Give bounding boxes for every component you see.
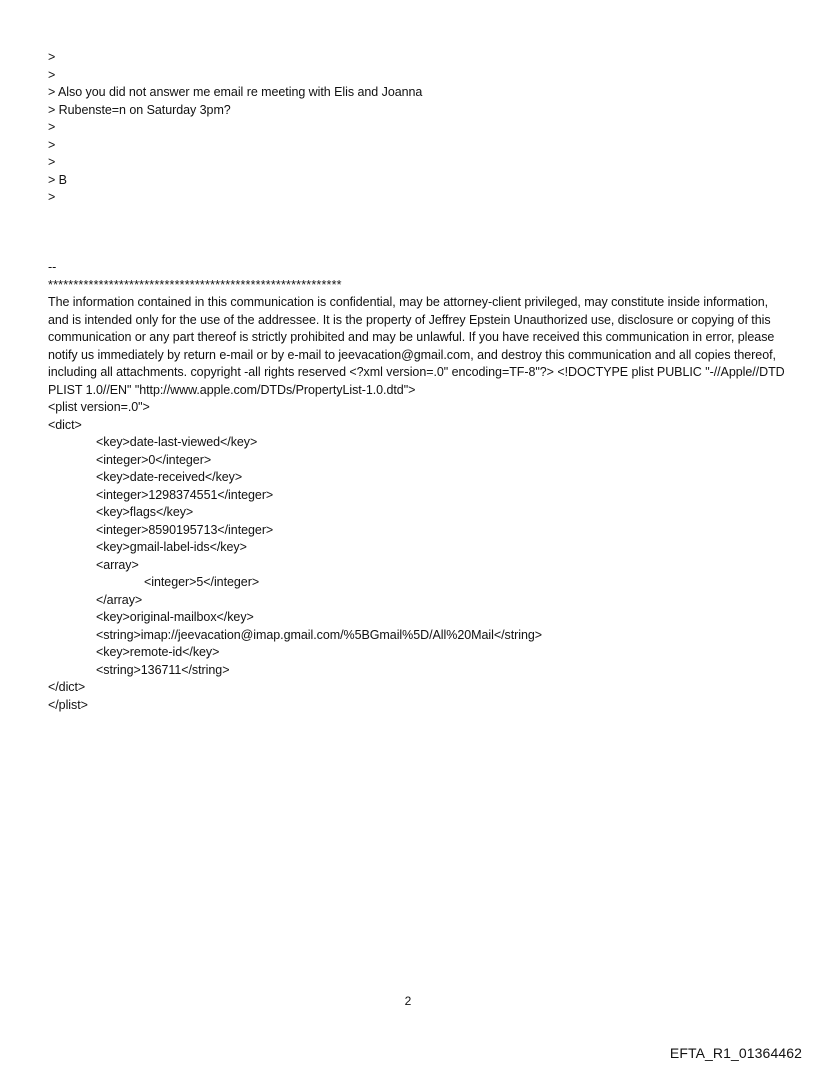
quoted-line: > bbox=[48, 137, 56, 152]
signature-separator: -- bbox=[48, 260, 57, 274]
quoted-line: > bbox=[48, 155, 56, 169]
plist-value: <integer>1298374551</integer> bbox=[96, 487, 274, 502]
plist-block bbox=[48, 399, 788, 714]
plist-value: <string>136711</string> bbox=[96, 662, 230, 677]
spacer bbox=[48, 242, 788, 260]
confidentiality-disclaimer: The information contained in this communication is confidential, may be attorney-client privileged, may constitute inside information, and is intended only for the use of the addressee. It is the property of Jeffrey Epstein Unauthorized use, disclosure or copying of this communication or any part thereof is strictly prohibited and may be unlawful. If you have received this communication in error, please notify us immediately by return e-mail or by e-mail to jeevacation@gmail.com, and destroy this communication and all copies thereof, including all attachments. copyright -all rights reserved <?xml version=.0" encoding=TF-8"?> <!DOCTYPE plist PUBLIC "-//Apple//DTD PLIST 1.0//EN" "http://www.apple.com/DTDs/PropertyList-1.0.dtd"> bbox=[48, 295, 785, 397]
quoted-line: > bbox=[48, 190, 56, 204]
plist-key: <key>flags</key> bbox=[96, 505, 194, 519]
bates-number: EFTA_R1_01364462 bbox=[669, 1045, 802, 1061]
quoted-line: > bbox=[48, 67, 56, 82]
quoted-line: > bbox=[48, 50, 56, 64]
spacer bbox=[48, 207, 788, 225]
quoted-line: > bbox=[48, 120, 56, 134]
dict-close-tag: </dict> bbox=[48, 680, 86, 694]
quoted-line: > Also you did not answer me email re meeting with Elis and Joanna bbox=[48, 85, 423, 99]
quoted-line: > Rubenste=n on Saturday 3pm? bbox=[48, 102, 231, 117]
plist-key: <key>gmail-label-ids</key> bbox=[96, 540, 247, 554]
page-number: 2 bbox=[404, 994, 412, 1008]
array-close-tag: </array> bbox=[96, 592, 143, 607]
asterisk-divider: ********************************************************** bbox=[48, 277, 342, 292]
plist-key: <key>original-mailbox</key> bbox=[96, 610, 254, 624]
dict-open-tag: <dict> bbox=[48, 417, 82, 432]
quoted-line: > B bbox=[48, 172, 67, 187]
plist-key: <key>remote-id</key> bbox=[96, 645, 220, 659]
array-item: <integer>5</integer> bbox=[144, 575, 260, 589]
plist-value: <integer>8590195713</integer> bbox=[96, 522, 274, 537]
plist-open-tag: <plist version=.0"> bbox=[48, 400, 150, 414]
plist-close-tag: </plist> bbox=[48, 697, 88, 712]
email-body bbox=[48, 49, 788, 714]
plist-value: <string>imap://jeevacation@imap.gmail.com/%5BGmail%5D/All%20Mail</string> bbox=[96, 627, 543, 642]
array-open-tag: <array> bbox=[96, 557, 139, 572]
plist-value: <integer>0</integer> bbox=[96, 452, 212, 467]
plist-key: <key>date-received</key> bbox=[96, 470, 243, 484]
spacer bbox=[48, 224, 788, 242]
plist-key: <key>date-last-viewed</key> bbox=[96, 435, 258, 449]
quoted-reply bbox=[48, 49, 788, 207]
